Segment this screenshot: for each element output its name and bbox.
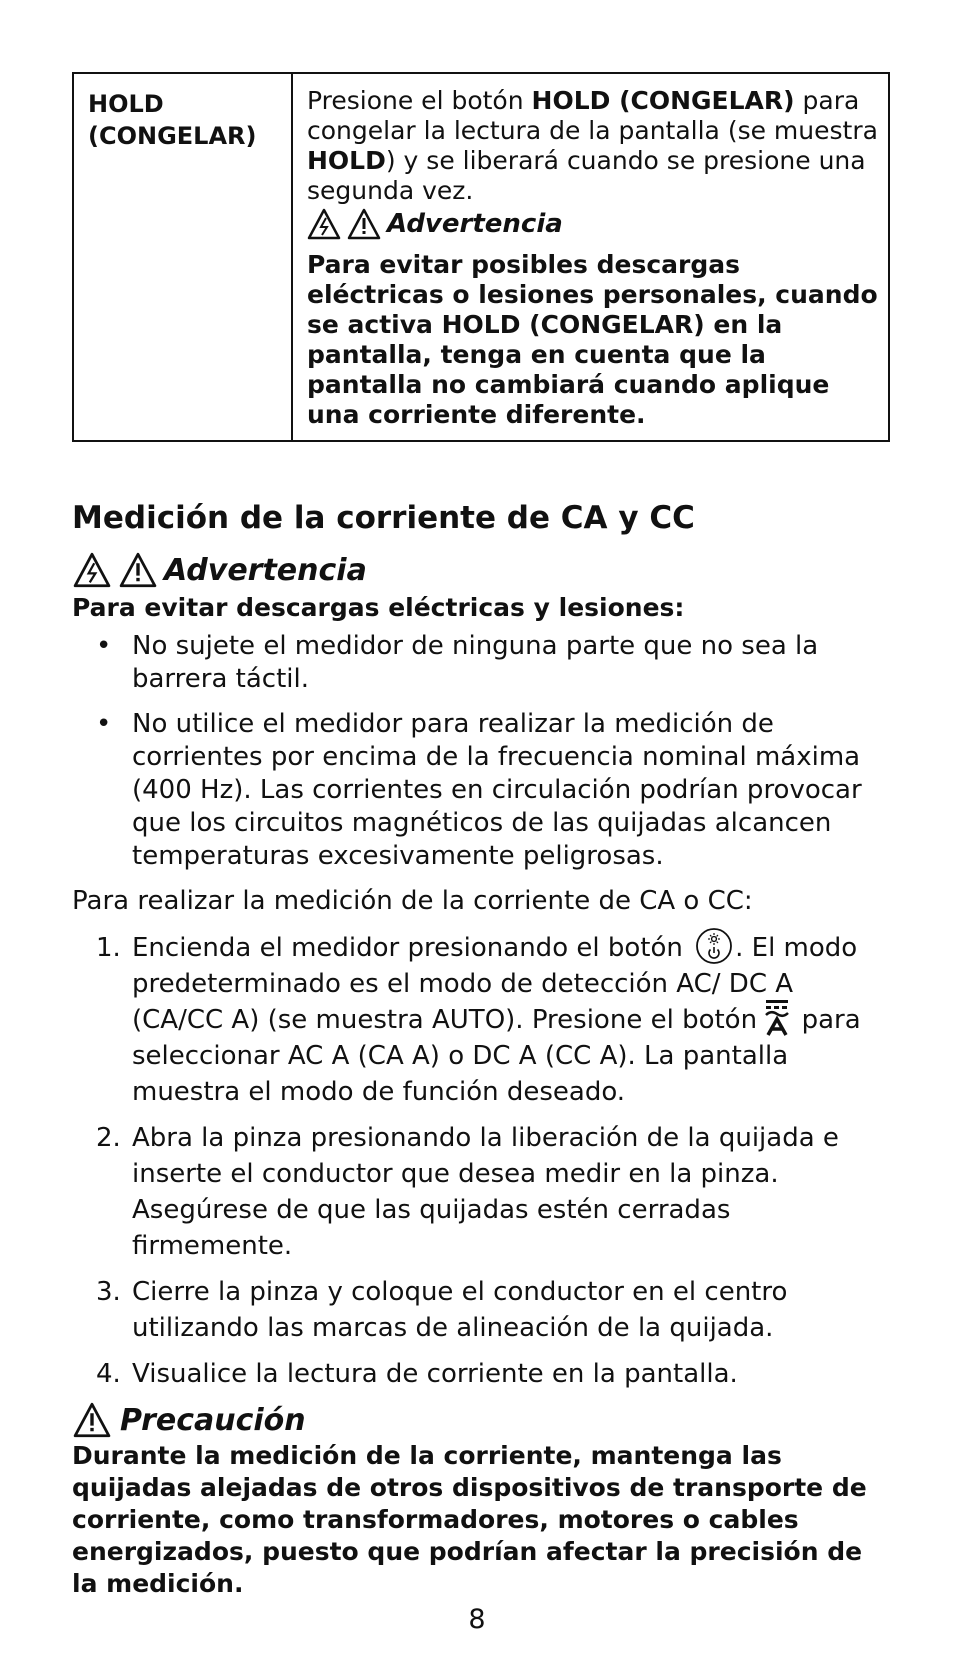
electric-hazard-icon	[307, 208, 341, 240]
hold-description	[307, 86, 878, 206]
hold-desc-mid: para congelar la lectura de la pantalla (se muestra	[307, 86, 878, 145]
step-number: 3.	[96, 1277, 121, 1307]
ac-dc-select-button-icon	[765, 999, 789, 1037]
step-number: 2.	[96, 1123, 121, 1153]
list-item	[72, 630, 892, 696]
procedure-intro: Para realizar la medición de la corriente de CA o CC:	[72, 886, 753, 916]
warning-triangle-icon	[347, 208, 381, 240]
step-item	[72, 1274, 892, 1346]
caution-text: Durante la medición de la corriente, mantenga las quijadas alejadas de otros dispositivos de transporte de corriente, como transformadores, motores o cables energizados, puesto que podrían afectar la precisión de la medición.	[72, 1441, 867, 1598]
warning-lead: Para evitar descargas eléctricas y lesiones:	[72, 593, 685, 622]
hold-desc-button-name: HOLD (CONGELAR)	[531, 86, 795, 115]
step-number: 1.	[96, 933, 121, 963]
bullet-marker: •	[96, 709, 112, 739]
section-warning-label: Advertencia	[164, 552, 367, 588]
hold-desc-prefix: Presione el botón	[307, 86, 532, 115]
step-text: Cierre la pinza y coloque el conductor en el centro utilizando las marcas de alineación de la quijada.	[132, 1277, 788, 1343]
step-text: para seleccionar AC A (CA A) o DC A (CC A). La pantalla muestra el modo de función deseado.	[132, 1005, 861, 1107]
hold-key-cell: HOLD (CONGELAR)	[73, 73, 292, 441]
step-item	[72, 930, 892, 1110]
step-number: 4.	[96, 1359, 121, 1389]
hold-warning-label: Advertencia	[387, 209, 563, 239]
table-row	[73, 73, 889, 441]
section-title: Medición de la corriente de CA y CC	[72, 500, 695, 536]
step-text: Abra la pinza presionando la liberación de la quijada e inserte el conductor que desea medir en la pinza. Asegúrese de que las quijadas estén cerradas firmemente.	[132, 1123, 839, 1261]
warning-triangle-icon	[118, 552, 158, 588]
hold-function-table	[72, 72, 890, 442]
electric-hazard-icon	[72, 552, 112, 588]
bullet-text: No utilice el medidor para realizar la medición de corrientes por encima de la frecuencia nominal máxima (400 Hz). Las corrientes en circulación podrían provocar que los circuitos magnéticos de las quijadas alcancen temperaturas excesivamente peligrosas.	[132, 709, 862, 871]
section-warning-heading	[72, 552, 892, 588]
warning-triangle-icon	[72, 1402, 112, 1438]
manual-page	[72, 72, 892, 1600]
step-text: Encienda el medidor presionando el botón	[132, 933, 683, 963]
hold-desc-hold: HOLD	[307, 146, 386, 175]
hold-warning-heading	[307, 208, 878, 240]
hold-warning-text: Para evitar posibles descargas eléctricas o lesiones personales, cuando se activa HOLD (CONGELAR) en la pantalla, tenga en cuenta que la pantalla no cambiará cuando aplique una corriente diferente.	[307, 250, 878, 429]
bullet-text: No sujete el medidor de ninguna parte que no sea la barrera táctil.	[132, 631, 819, 694]
step-text: . El modo predeterminado es el modo de detección AC/ DC A (CA/CC A) (se muestra AUTO). Presione el botón	[132, 933, 858, 1035]
hold-description-cell	[292, 73, 889, 441]
step-item	[72, 1120, 892, 1264]
caution-label: Precaución	[120, 1402, 306, 1438]
step-text: Visualice la lectura de corriente en la pantalla.	[132, 1359, 738, 1389]
caution-heading	[72, 1402, 892, 1438]
step-item	[72, 1356, 892, 1392]
bullet-marker: •	[96, 631, 112, 661]
procedure-steps	[72, 930, 892, 1392]
page-number: 8	[468, 1604, 486, 1635]
power-backlight-button-icon	[695, 927, 733, 965]
list-item	[72, 708, 892, 873]
warning-bullet-list	[72, 630, 892, 873]
hold-desc-suffix: ) y se liberará cuando se presione una segunda vez.	[307, 146, 866, 205]
